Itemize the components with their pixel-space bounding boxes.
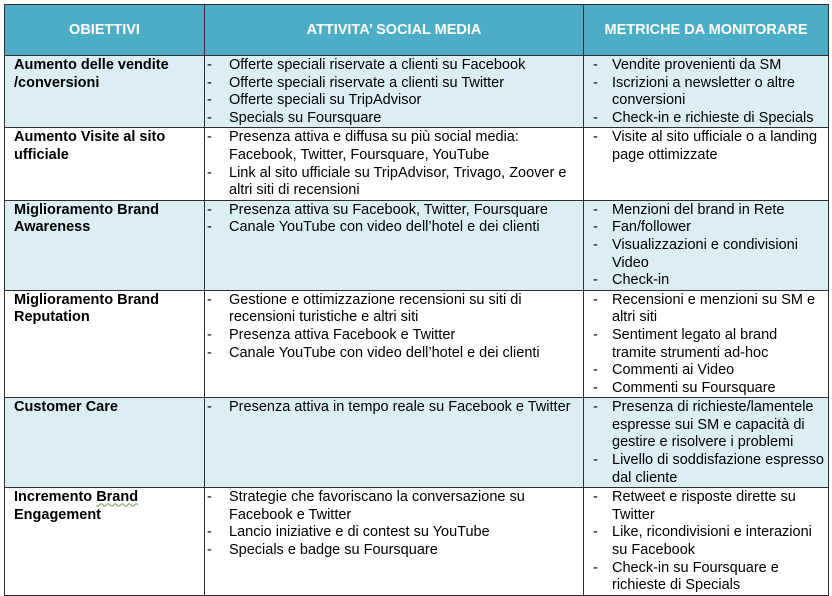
header-objectives: OBIETTIVI bbox=[5, 5, 205, 56]
metric-item: - Presenza di richieste/lamentele espresse sui SM e capacità di gestire e risolvere i problemi bbox=[593, 399, 814, 451]
metric-item: - Visualizzazioni e condivisioni Video bbox=[593, 236, 798, 271]
metric-item: - Vendite provenienti da SM bbox=[593, 57, 782, 73]
activity-item: - Offerte speciali su TripAdvisor bbox=[207, 92, 422, 109]
metric-item: - Check-in su Foursquare e richieste di Specials bbox=[593, 559, 779, 594]
activity-item: - Presenza attiva in tempo reale su Facebook e Twitter bbox=[207, 399, 571, 416]
metric-item: - Retweet e risposte dirette su Twitter bbox=[593, 489, 796, 523]
activity-item: - Presenza attiva su Facebook, Twitter, Foursquare bbox=[207, 201, 548, 218]
objectives-table bbox=[4, 4, 829, 596]
objective-cell: Aumento Visite al sito ufficiale bbox=[5, 128, 205, 200]
table-row bbox=[5, 128, 829, 200]
activities-cell bbox=[205, 56, 584, 128]
activities-cell bbox=[205, 398, 584, 488]
metric-item: - Menzioni del brand in Rete bbox=[593, 201, 785, 218]
table-row bbox=[5, 200, 829, 290]
metrics-cell bbox=[584, 56, 829, 128]
activity-item: - Strategie che favoriscano la conversazione su Facebook e Twitter bbox=[207, 489, 525, 523]
metric-item: - Commenti ai Video bbox=[593, 362, 735, 379]
activity-item: - Specials su Foursquare bbox=[207, 109, 382, 126]
table-row bbox=[5, 290, 829, 398]
objective-cell: Miglioramento Brand Awareness bbox=[5, 200, 205, 290]
metrics-cell bbox=[584, 200, 829, 290]
activity-item: - Presenza attiva Facebook e Twitter bbox=[207, 326, 456, 343]
metric-item: - Recensioni e menzioni su SM e altri siti bbox=[593, 291, 816, 326]
activity-item: - Link al sito ufficiale su TripAdvisor, Trivago, Zoover e altri siti di recensioni bbox=[207, 164, 567, 199]
activity-item: - Presenza attiva e diffusa su più social media: Facebook, Twitter, Foursquare, YouTube bbox=[207, 129, 519, 163]
table-row bbox=[5, 56, 829, 128]
activity-item: - Canale YouTube con video dell’hotel e dei clienti bbox=[207, 344, 540, 361]
activities-cell bbox=[205, 200, 584, 290]
metric-item: - Visite al sito ufficiale o a landing page ottimizzate bbox=[593, 129, 818, 163]
metrics-cell bbox=[584, 398, 829, 488]
metric-item: - Check-in e richieste di Specials bbox=[593, 109, 814, 126]
objective-cell: Incremento Brand Engagement bbox=[5, 488, 205, 596]
metric-item: - Fan/follower bbox=[593, 219, 691, 236]
metrics-cell bbox=[584, 488, 829, 596]
objective-cell: Aumento delle vendite /conversioni bbox=[5, 56, 205, 128]
metrics-cell bbox=[584, 128, 829, 200]
activity-item: - Specials e badge su Foursquare bbox=[207, 542, 438, 559]
metric-item: - Check-in bbox=[593, 272, 670, 289]
metric-item: - Like, ricondivisioni e interazioni su Facebook bbox=[593, 524, 812, 559]
activity-item: - Canale YouTube con video dell’hotel e dei clienti bbox=[207, 219, 540, 236]
metric-item: - Livello di soddisfazione espresso dal cliente bbox=[593, 452, 824, 486]
activity-item: - Lancio iniziative e di contest su YouTube bbox=[207, 524, 490, 541]
activities-cell bbox=[205, 488, 584, 596]
activity-item: - Offerte speciali riservate a clienti su Twitter bbox=[207, 74, 505, 91]
metric-item: - Sentiment legato al brand tramite strumenti ad-hoc bbox=[593, 326, 778, 361]
objective-cell: Customer Care bbox=[5, 398, 205, 488]
activity-item: - Offerte speciali riservate a clienti su Facebook bbox=[207, 57, 526, 73]
table-header-row bbox=[5, 5, 829, 56]
metric-item: - Commenti su Foursquare bbox=[593, 379, 776, 396]
header-social-activities: ATTIVITA’ SOCIAL MEDIA bbox=[205, 5, 584, 56]
table-row bbox=[5, 488, 829, 596]
activities-cell bbox=[205, 128, 584, 200]
activity-item: - Gestione e ottimizzazione recensioni su siti di recensioni turistiche e altri siti bbox=[207, 291, 522, 326]
metrics-cell bbox=[584, 290, 829, 398]
metric-item: - Iscrizioni a newsletter o altre conversioni bbox=[593, 74, 795, 109]
objective-cell: Miglioramento Brand Reputation bbox=[5, 290, 205, 398]
activities-cell bbox=[205, 290, 584, 398]
table-row bbox=[5, 398, 829, 488]
header-metrics: METRICHE DA MONITORARE bbox=[584, 5, 829, 56]
